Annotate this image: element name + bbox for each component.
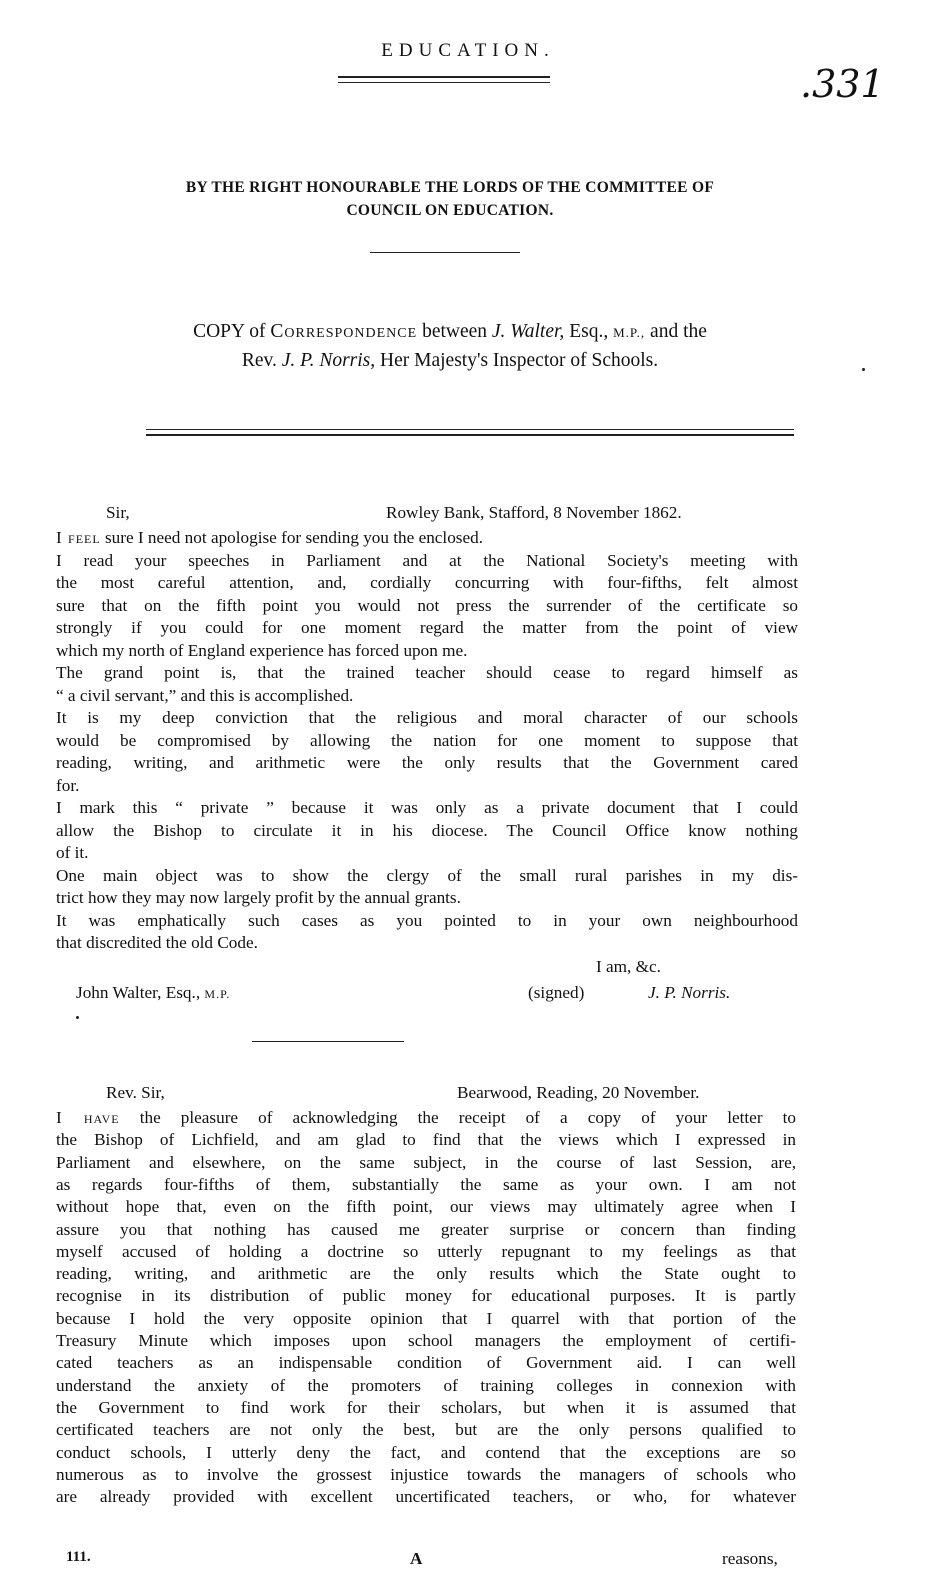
- text-line: [56, 1242, 796, 1264]
- copy-of: of: [249, 321, 266, 342]
- text-line: [56, 866, 798, 888]
- copy-correspondence: Correspondence: [270, 321, 418, 342]
- letter1-addressee-name: John Walter, Esq.,: [76, 983, 201, 1002]
- line-text: certificated teachers are not only the best, but are the only persons qualified to: [56, 1420, 796, 1440]
- text-line: [56, 933, 798, 955]
- text-line: [56, 1309, 796, 1331]
- line-lead: I have: [56, 1108, 120, 1127]
- line-text: assure you that nothing has caused me greater surprise or concern than finding: [56, 1219, 796, 1239]
- text-line: [56, 798, 798, 820]
- text-line: [56, 1376, 796, 1398]
- catchword: reasons,: [722, 1549, 778, 1568]
- authority-line-2: COUNCIL ON EDUCATION.: [346, 202, 554, 219]
- text-line: [56, 1331, 796, 1353]
- text-line: [56, 1220, 796, 1242]
- copy-and-the: and the: [650, 321, 707, 342]
- copy-heading-line-2: [70, 347, 830, 375]
- text-line: [56, 753, 798, 775]
- speck: [862, 368, 865, 371]
- text-line: [56, 551, 798, 573]
- copy-mp: M.P.,: [613, 325, 646, 340]
- letter2-salutation: Rev. Sir,: [106, 1083, 165, 1102]
- double-rule-bottom: [146, 434, 794, 436]
- letter1-addressee-mp: M.P.: [204, 987, 231, 1001]
- line-lead: I feel: [56, 528, 101, 547]
- authority-heading: [60, 176, 840, 222]
- line-text: the Government to find work for their scholars, but when it is assumed that: [56, 1397, 796, 1417]
- line-text: allow the Bishop to circulate it in his diocese. The Council Office know nothing: [56, 820, 798, 840]
- letter1-addressee: [76, 983, 230, 1003]
- line-text: which my north of England experience has forced upon me.: [56, 640, 468, 660]
- text-line: [56, 1264, 796, 1286]
- copy-esq: Esq.,: [569, 321, 609, 342]
- text-line: [56, 1286, 796, 1308]
- text-line: [56, 821, 798, 843]
- text-line: [56, 1420, 796, 1442]
- text-line: [56, 1398, 796, 1420]
- line-text: I mark this “ private ” because it was only as a private document that I could: [56, 798, 798, 817]
- text-line: [56, 1487, 796, 1509]
- line-text: reading, writing, and arithmetic are the only results which the State ought to: [56, 1264, 796, 1284]
- line-text: conduct schools, I utterly deny the fact, and contend that the exceptions are so: [56, 1442, 796, 1462]
- text-line: [56, 888, 798, 910]
- text-line: [56, 596, 798, 618]
- title-rule-top: [338, 76, 550, 78]
- letter-divider: [252, 1041, 404, 1042]
- copy-rev: Rev.: [241, 350, 277, 371]
- letter1-closing: I am, &c.: [596, 957, 661, 976]
- line-text: It was emphatically such cases as you pointed to in your own neighbourhood: [56, 910, 798, 930]
- letter2-address: Bearwood, Reading, 20 November.: [457, 1083, 700, 1102]
- copy-heading: [70, 318, 830, 375]
- double-rule-top: [146, 429, 794, 430]
- text-line: [56, 1153, 796, 1175]
- text-line: [56, 1197, 796, 1219]
- copy-inspector: Her Majesty's Inspector of Schools.: [380, 350, 659, 371]
- letter1-signed: (signed): [528, 983, 585, 1002]
- copy-walter: J. Walter,: [491, 321, 565, 342]
- text-line: [56, 1108, 796, 1130]
- text-line: [56, 686, 798, 708]
- line-text: recognise in its distribution of public money for educational purposes. It is partly: [56, 1286, 796, 1306]
- line-text: understand the anxiety of the promoters of training colleges in connexion with: [56, 1375, 796, 1395]
- line-text: reading, writing, and arithmetic were the only results that the Government cared: [56, 753, 798, 772]
- line-text: the Bishop of Lichfield, and am glad to find that the views which I expressed in: [56, 1130, 796, 1150]
- line-text: because I hold the very opposite opinion that I quarrel with that portion of the: [56, 1308, 796, 1328]
- line-text: are already provided with excellent uncertificated teachers, or who, for whatever: [56, 1487, 796, 1507]
- line-text: the most careful attention, and, cordially concurring with four-fifths, felt almost: [56, 573, 798, 592]
- speck: [76, 1016, 79, 1019]
- line-text: Parliament and elsewhere, on the same subject, in the course of last Session, are,: [56, 1152, 796, 1172]
- text-line: [56, 911, 798, 933]
- text-line: [56, 1443, 796, 1465]
- text-line: [56, 708, 798, 730]
- line-text: cated teachers as an indispensable condition of Government aid. I can well: [56, 1353, 796, 1373]
- copy-word: COPY: [193, 321, 245, 342]
- signature-mark: 111.: [66, 1549, 91, 1565]
- text-line: [56, 843, 798, 865]
- text-line: [56, 731, 798, 753]
- letter1-address: Rowley Bank, Stafford, 8 November 1862.: [386, 503, 682, 522]
- line-text: strongly if you could for one moment regard the matter from the point of view: [56, 618, 798, 637]
- text-line: [56, 573, 798, 595]
- text-line: [56, 1353, 796, 1375]
- line-text: without hope that, even on the fifth point, our views may ultimately agree when I: [56, 1197, 796, 1217]
- authority-line-1: BY THE RIGHT HONOURABLE THE LORDS OF THE COMMITTEE OF: [185, 179, 715, 196]
- line-text: trict how they may now largely profit by the annual grants.: [56, 888, 461, 907]
- line-text: I read your speeches in Parliament and at the National Society's meeting with: [56, 550, 798, 570]
- line-text: of it.: [56, 843, 89, 862]
- text-line: [56, 1175, 796, 1197]
- page-number: .331: [800, 62, 885, 106]
- text-line: [56, 663, 798, 685]
- line-text: that discredited the old Code.: [56, 933, 258, 952]
- section-divider: [370, 252, 520, 253]
- line-text: as regards four-fifths of them, substantially the same as your own. I am not: [56, 1174, 796, 1194]
- letter1-signature: J. P. Norris.: [648, 983, 731, 1002]
- copy-between: between: [422, 321, 488, 342]
- line-text: sure I need not apologise for sending you the enclosed.: [100, 528, 484, 547]
- line-text: myself accused of holding a doctrine so utterly repugnant to my feelings as that: [56, 1241, 796, 1261]
- line-text: “ a civil servant,” and this is accomplished.: [56, 685, 354, 705]
- line-text: Treasury Minute which imposes upon school managers the employment of certifi-: [56, 1331, 796, 1350]
- text-line: [56, 1130, 796, 1152]
- page-title: EDUCATION.: [381, 40, 555, 61]
- line-text: One main object was to show the clergy of the small rural parishes in my dis-: [56, 865, 798, 885]
- text-line: [56, 641, 798, 663]
- line-text: The grand point is, that the trained teacher should cease to regard himself as: [56, 663, 798, 682]
- line-text: It is my deep conviction that the religious and moral character of our schools: [56, 708, 798, 727]
- text-line: [56, 618, 798, 640]
- line-text: the pleasure of acknowledging the receipt of a copy of your letter to: [119, 1108, 796, 1127]
- line-text: sure that on the fifth point you would not press the surrender of the certificate so: [56, 595, 798, 615]
- copy-heading-line-1: [70, 318, 830, 347]
- sheet-letter: A: [410, 1549, 423, 1568]
- title-rule-bottom: [338, 82, 550, 83]
- line-text: would be compromised by allowing the nation for one moment to suppose that: [56, 730, 798, 750]
- line-text: for.: [56, 775, 80, 795]
- text-line: [56, 776, 798, 798]
- letter1-salutation: Sir,: [106, 503, 130, 522]
- text-line: [56, 1465, 796, 1487]
- copy-norris: J. P. Norris,: [281, 350, 376, 371]
- text-line: [56, 528, 798, 550]
- line-text: numerous as to involve the grossest injustice towards the managers of schools who: [56, 1464, 796, 1484]
